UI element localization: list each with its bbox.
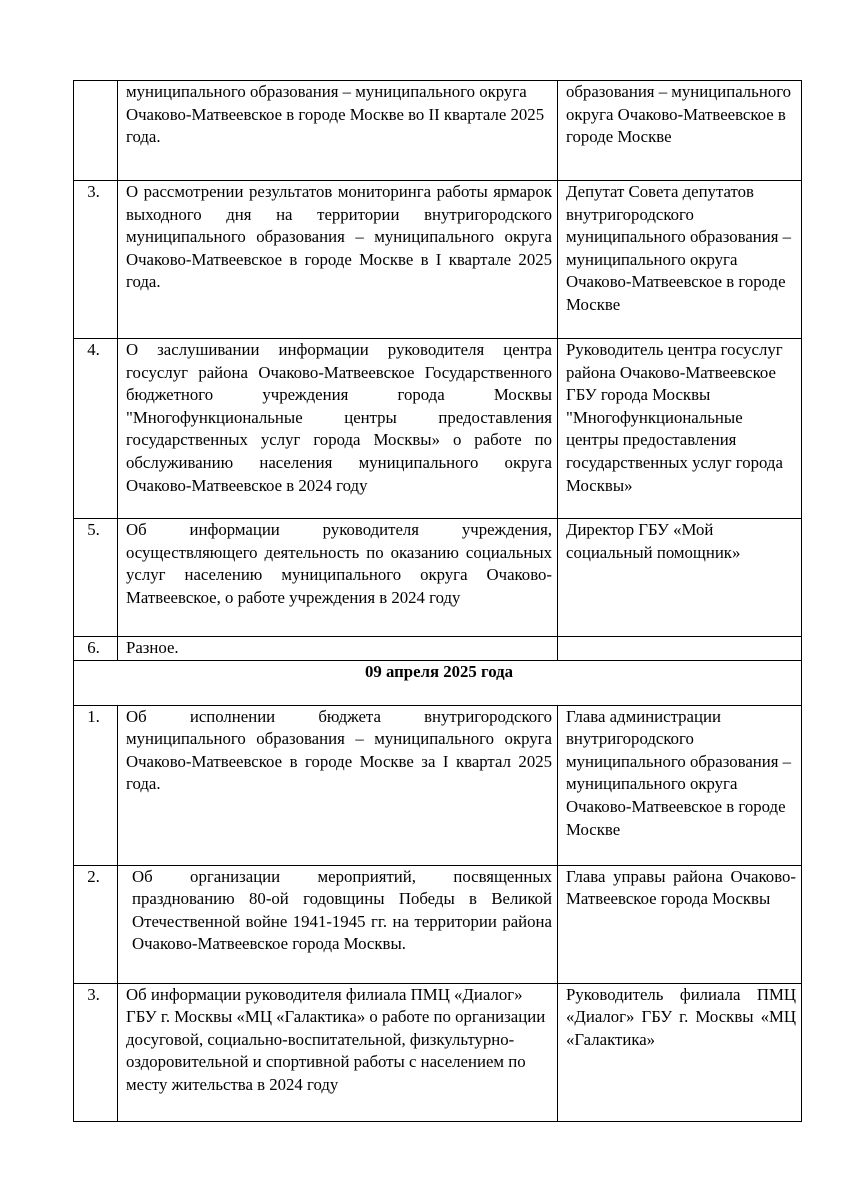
responsible-person: образования – муниципального округа Очаково-Матвеевское в городе Москве bbox=[558, 81, 802, 181]
row-number bbox=[74, 81, 118, 181]
responsible-person: Руководитель филиала ПМЦ «Диалог» ГБУ г. Москвы «МЦ «Галактика» bbox=[558, 983, 802, 1121]
agenda-topic: Разное. bbox=[118, 637, 558, 661]
responsible-person: Глава управы района Очаково-Матвеевское города Москвы bbox=[558, 865, 802, 983]
responsible-person: Глава администрации внутригородского муниципального образования – муниципального округа Очаково-Матвеевское в городе Москве bbox=[558, 705, 802, 865]
table-row bbox=[74, 705, 802, 865]
agenda-topic: О рассмотрении результатов мониторинга работы ярмарок выходного дня на территории внутригородского муниципального образования – муниципального округа Очаково-Матвеевское в городе Москве в I квартале 2025 года. bbox=[118, 181, 558, 339]
table-row bbox=[74, 637, 802, 661]
responsible-person bbox=[558, 637, 802, 661]
table-row bbox=[74, 983, 802, 1121]
agenda-topic: О заслушивании информации руководителя центра госуслуг района Очаково-Матвеевское Государственного бюджетного учреждения города Москвы "Многофункциональные центры предоставления государственных услуг города Москвы» о работе по обслуживанию населения муниципального округа Очаково-Матвеевское в 2024 году bbox=[118, 339, 558, 519]
responsible-person: Руководитель центра госуслуг района Очаково-Матвеевское ГБУ города Москвы "Многофункциональные центры предоставления государственных услуг города Москвы» bbox=[558, 339, 802, 519]
agenda-topic: муниципального образования – муниципального округа Очаково-Матвеевское в городе Москве во II квартале 2025 года. bbox=[118, 81, 558, 181]
table-row bbox=[74, 865, 802, 983]
row-number: 3. bbox=[74, 181, 118, 339]
table-row bbox=[74, 81, 802, 181]
agenda-topic: Об организации мероприятий, посвященных празднованию 80-ой годовщины Победы в Великой Отечественной войне 1941-1945 гг. на территории района Очаково-Матвеевское города Москвы. bbox=[118, 865, 558, 983]
agenda-topic: Об исполнении бюджета внутригородского муниципального образования – муниципального округа Очаково-Матвеевское в городе Москве за I квартал 2025 года. bbox=[118, 705, 558, 865]
agenda-topic: Об информации руководителя учреждения, осуществляющего деятельность по оказанию социальных услуг населению муниципального округа Очаково-Матвеевское, о работе учреждения в 2024 году bbox=[118, 519, 558, 637]
row-number: 5. bbox=[74, 519, 118, 637]
date-row bbox=[74, 660, 802, 705]
meeting-date-heading bbox=[74, 660, 802, 705]
responsible-person: Директор ГБУ «Мой социальный помощник» bbox=[558, 519, 802, 637]
meeting-date: 09 апреля 2025 года bbox=[364, 661, 514, 681]
row-number: 4. bbox=[74, 339, 118, 519]
row-number: 1. bbox=[74, 705, 118, 865]
responsible-person: Депутат Совета депутатов внутригородского муниципального образования – муниципального округа Очаково-Матвеевское в городе Москве bbox=[558, 181, 802, 339]
table-row bbox=[74, 339, 802, 519]
row-number: 3. bbox=[74, 983, 118, 1121]
row-number: 2. bbox=[74, 865, 118, 983]
row-number: 6. bbox=[74, 637, 118, 661]
document-page bbox=[73, 80, 801, 1122]
table-row bbox=[74, 519, 802, 637]
agenda-table bbox=[73, 80, 802, 1122]
agenda-topic: Об информации руководителя филиала ПМЦ «Диалог» ГБУ г. Москвы «МЦ «Галактика» о работе по организации досуговой, социально-воспитательной, физкультурно-оздоровительной и спортивной работы с населением по месту жительства в 2024 году bbox=[118, 983, 558, 1121]
table-row bbox=[74, 181, 802, 339]
